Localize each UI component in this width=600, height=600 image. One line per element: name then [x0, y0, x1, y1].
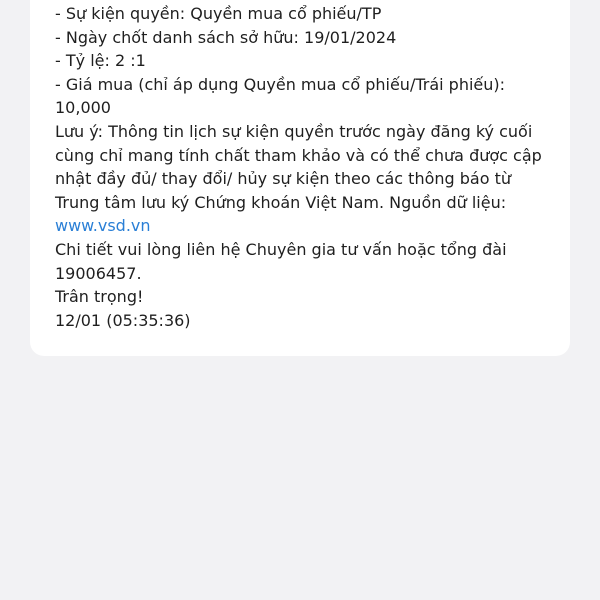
- message-card: [30, 0, 570, 356]
- message-body: [55, 2, 570, 332]
- note-line-4: Trung tâm lưu ký Chứng khoán Việt Nam. Nguồn dữ liệu:: [55, 192, 507, 212]
- contact-line-2: 19006457.: [55, 263, 142, 283]
- contact-line-1: Chi tiết vui lòng liên hệ Chuyên gia tư vấn hoặc tổng đài: [55, 239, 507, 259]
- price-value-line: 10,000: [55, 98, 111, 118]
- closing-line: Trân trọng!: [55, 287, 144, 307]
- price-label-line: - Giá mua (chỉ áp dụng Quyền mua cổ phiếu/Trái phiếu):: [55, 74, 506, 94]
- note-line-3: nhật đầy đủ/ thay đổi/ hủy sự kiện theo các thông báo từ: [55, 169, 512, 189]
- record-date-line: - Ngày chốt danh sách sở hữu: 19/01/2024: [55, 27, 397, 47]
- ratio-line: - Tỷ lệ: 2 :1: [55, 51, 146, 71]
- note-line-2: cùng chỉ mang tính chất tham khảo và có thể chưa được cập: [55, 145, 542, 165]
- event-type-line: - Sự kiện quyền: Quyền mua cổ phiếu/TP: [55, 4, 382, 23]
- message-timestamp: 12/01 (05:35:36): [55, 310, 191, 330]
- vsd-link[interactable]: www.vsd.vn: [55, 216, 151, 236]
- note-line-1: Lưu ý: Thông tin lịch sự kiện quyền trước ngày đăng ký cuối: [55, 121, 533, 141]
